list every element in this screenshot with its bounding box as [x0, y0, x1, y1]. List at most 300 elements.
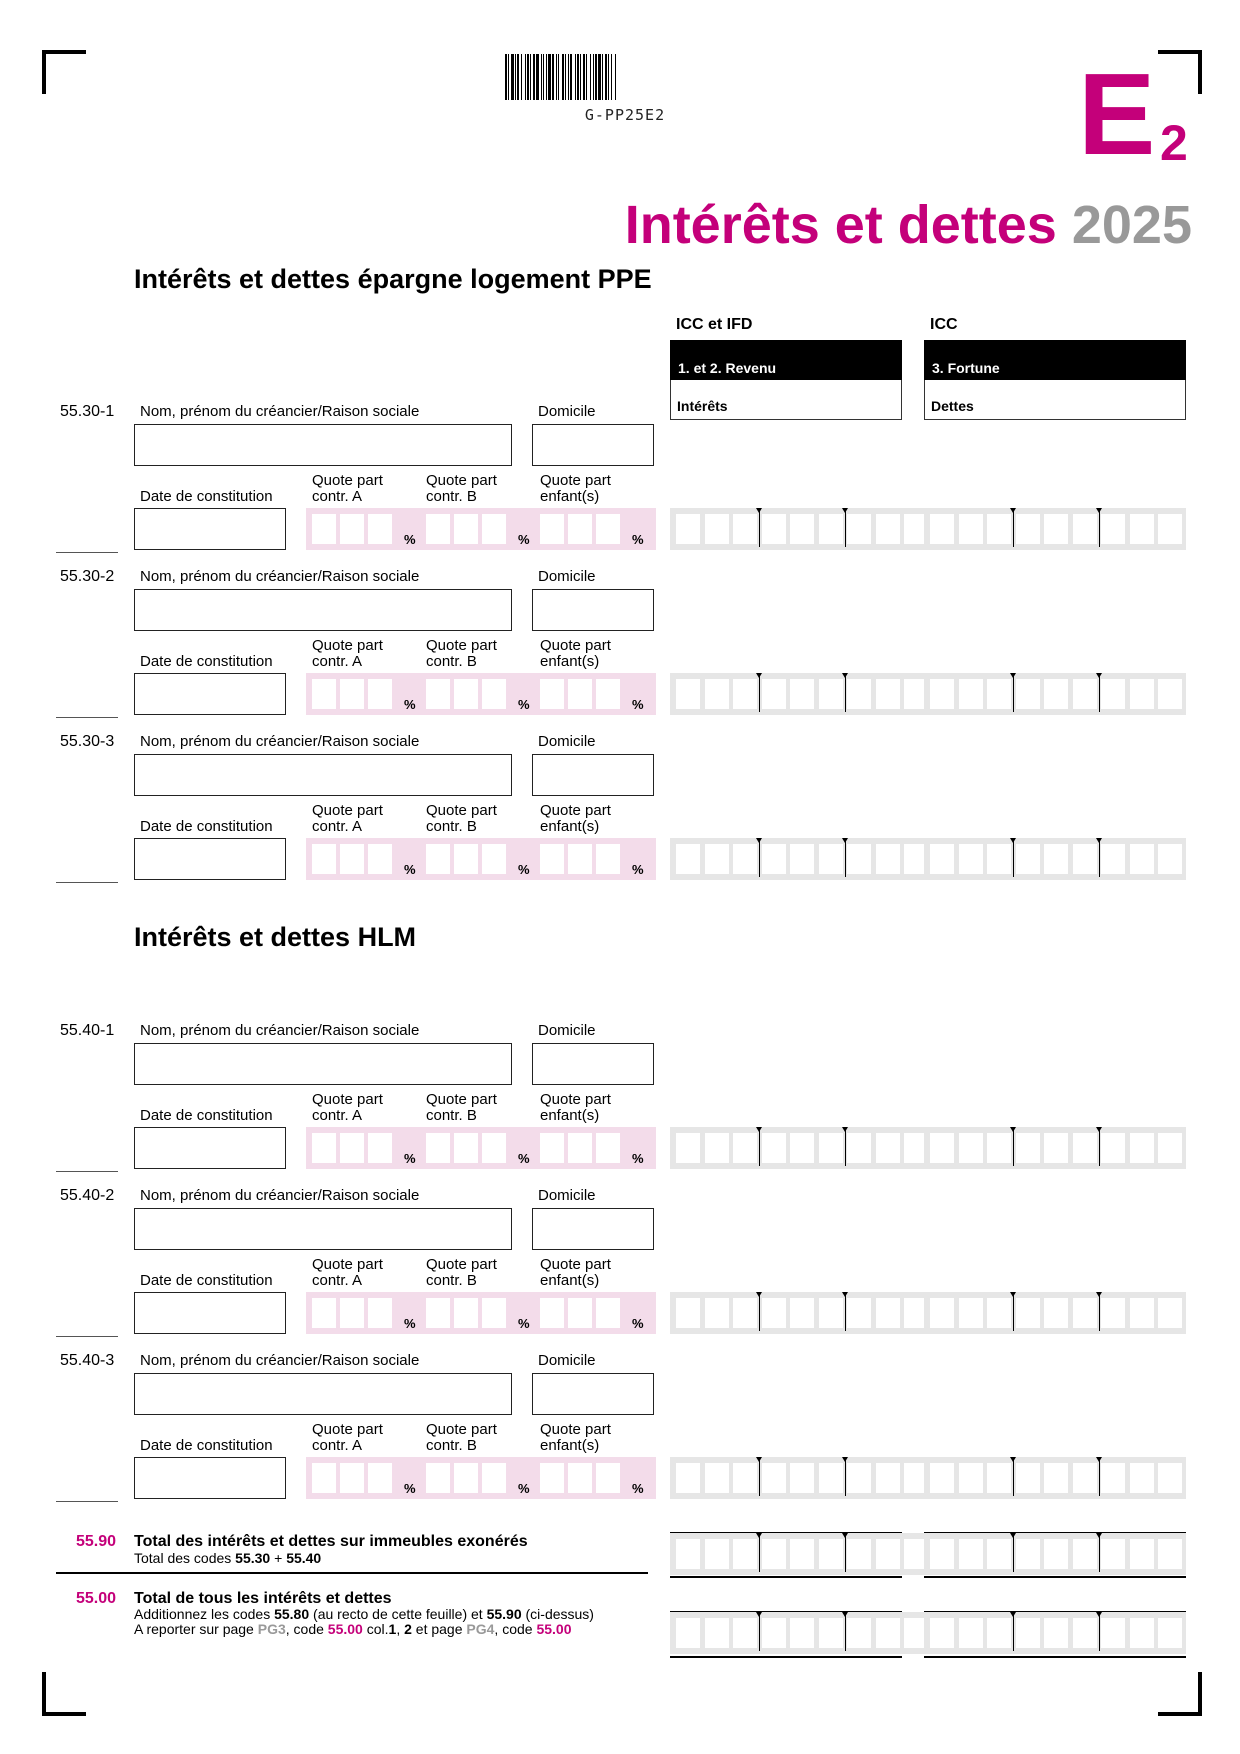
- creditor-label: Nom, prénom du créancier/Raison sociale: [140, 1187, 420, 1204]
- percent-digit-cell[interactable]: [340, 514, 364, 544]
- digit-cell[interactable]: [819, 1463, 843, 1493]
- digit-cell[interactable]: [987, 1133, 1011, 1163]
- date-input[interactable]: [134, 508, 286, 550]
- digit-cell[interactable]: [987, 514, 1011, 544]
- amount-field-dettes[interactable]: [924, 1127, 1186, 1169]
- digit-cell[interactable]: [676, 1463, 700, 1493]
- percent-digit-cell[interactable]: [368, 1298, 392, 1328]
- digit-cell[interactable]: [1158, 1133, 1182, 1163]
- digit-cell[interactable]: [733, 1133, 757, 1163]
- digit-cell[interactable]: [676, 1618, 700, 1648]
- percent-digit-cell[interactable]: [482, 514, 506, 544]
- digit-cell[interactable]: [676, 514, 700, 544]
- digit-cell[interactable]: [1044, 1133, 1068, 1163]
- digit-cell[interactable]: [959, 844, 983, 874]
- digit-cell[interactable]: [930, 679, 954, 709]
- percent-sign: %: [404, 862, 416, 877]
- digit-cell[interactable]: [1073, 1539, 1097, 1569]
- digit-cell[interactable]: [705, 514, 729, 544]
- creditor-input[interactable]: [134, 754, 512, 796]
- creditor-label: Nom, prénom du créancier/Raison sociale: [140, 1022, 420, 1039]
- total-amount-5590-dettes[interactable]: [924, 1533, 1186, 1575]
- total-line1-5500: [134, 1607, 594, 1622]
- percent-sign: %: [632, 862, 644, 877]
- digit-cell[interactable]: [790, 1133, 814, 1163]
- digit-cell[interactable]: [987, 1539, 1011, 1569]
- digit-cell[interactable]: [1130, 844, 1154, 874]
- amount-field-interets[interactable]: [670, 673, 932, 715]
- percent-digit-cell[interactable]: [312, 1298, 336, 1328]
- digit-cell[interactable]: [1044, 1298, 1068, 1328]
- digit-cell[interactable]: [819, 1133, 843, 1163]
- digit-cell[interactable]: [1101, 1298, 1125, 1328]
- digit-cell[interactable]: [1130, 1298, 1154, 1328]
- digit-cell[interactable]: [930, 1298, 954, 1328]
- quote-part-label: Quote part: [426, 802, 497, 819]
- digit-cell[interactable]: [1016, 1298, 1040, 1328]
- amount-field-interets[interactable]: [670, 838, 932, 880]
- digit-cell[interactable]: [705, 679, 729, 709]
- digit-cell[interactable]: [819, 514, 843, 544]
- percent-digit-cell[interactable]: [454, 679, 478, 709]
- digit-cell[interactable]: [876, 844, 900, 874]
- creditor-input[interactable]: [134, 1373, 512, 1415]
- digit-cell[interactable]: [930, 1539, 954, 1569]
- total-amount-5500-dettes[interactable]: [924, 1612, 1186, 1654]
- digit-cell[interactable]: [762, 1539, 786, 1569]
- digit-cell[interactable]: [819, 679, 843, 709]
- thousands-separator: [845, 1615, 846, 1651]
- total-code-5500: 55.00: [76, 1590, 117, 1607]
- percent-sign: %: [632, 1481, 644, 1496]
- percent-digit-cell[interactable]: [340, 679, 364, 709]
- digit-cell[interactable]: [1016, 1463, 1040, 1493]
- digit-cell[interactable]: [790, 514, 814, 544]
- digit-cell[interactable]: [762, 1298, 786, 1328]
- percent-digit-cell[interactable]: [340, 1133, 364, 1163]
- digit-cell[interactable]: [819, 1618, 843, 1648]
- digit-cell[interactable]: [790, 844, 814, 874]
- digit-cell[interactable]: [705, 1298, 729, 1328]
- digit-cell[interactable]: [959, 679, 983, 709]
- percent-digit-cell[interactable]: [312, 514, 336, 544]
- date-input[interactable]: [134, 1127, 286, 1169]
- percent-digit-cell[interactable]: [340, 844, 364, 874]
- digit-cell[interactable]: [1158, 844, 1182, 874]
- date-input[interactable]: [134, 1292, 286, 1334]
- total-amount-5590-interets[interactable]: [670, 1533, 932, 1575]
- percent-digit-cell[interactable]: [540, 1133, 564, 1163]
- quote-part-label: contr. B: [426, 653, 477, 670]
- digit-cell[interactable]: [959, 1298, 983, 1328]
- thousands-separator: [759, 1615, 760, 1651]
- amount-field-dettes[interactable]: [924, 838, 1186, 880]
- thousands-separator: [759, 1460, 760, 1496]
- digit-cell[interactable]: [790, 1463, 814, 1493]
- domicile-input[interactable]: [532, 1208, 654, 1250]
- digit-cell[interactable]: [876, 679, 900, 709]
- percent-digit-cell[interactable]: [340, 1298, 364, 1328]
- digit-cell[interactable]: [1016, 679, 1040, 709]
- digit-cell[interactable]: [1044, 1618, 1068, 1648]
- digit-cell[interactable]: [762, 1463, 786, 1493]
- digit-cell[interactable]: [930, 1133, 954, 1163]
- digit-cell[interactable]: [987, 844, 1011, 874]
- percent-digit-cell[interactable]: [540, 514, 564, 544]
- digit-cell[interactable]: [1158, 514, 1182, 544]
- date-input[interactable]: [134, 1457, 286, 1499]
- domicile-input[interactable]: [532, 589, 654, 631]
- entry-code: 55.40-1: [60, 1022, 115, 1039]
- percent-digit-cell[interactable]: [568, 1298, 592, 1328]
- digit-cell[interactable]: [930, 1463, 954, 1493]
- digit-cell[interactable]: [1101, 1463, 1125, 1493]
- amount-field-interets[interactable]: [670, 508, 932, 550]
- digit-cell[interactable]: [959, 514, 983, 544]
- digit-cell[interactable]: [762, 844, 786, 874]
- digit-cell[interactable]: [1044, 844, 1068, 874]
- digit-cell[interactable]: [705, 844, 729, 874]
- percent-sign: %: [518, 697, 530, 712]
- creditor-label: Nom, prénom du créancier/Raison sociale: [140, 568, 420, 585]
- digit-cell[interactable]: [847, 1463, 871, 1493]
- digit-cell[interactable]: [1073, 1133, 1097, 1163]
- digit-cell[interactable]: [762, 679, 786, 709]
- digit-cell[interactable]: [1101, 1618, 1125, 1648]
- domicile-label: Domicile: [538, 733, 596, 750]
- percent-digit-cell[interactable]: [368, 844, 392, 874]
- form-number: 2: [1160, 115, 1188, 171]
- percent-digit-cell[interactable]: [368, 1133, 392, 1163]
- form-entry: [0, 1187, 1240, 1337]
- page-ref: PG4: [466, 1621, 495, 1637]
- digit-cell[interactable]: [959, 1463, 983, 1493]
- percent-digit-cell[interactable]: [568, 1463, 592, 1493]
- percent-digit-cell[interactable]: [368, 514, 392, 544]
- percent-digit-cell[interactable]: [540, 844, 564, 874]
- percent-digit-cell[interactable]: [596, 844, 620, 874]
- digit-cell[interactable]: [1158, 1463, 1182, 1493]
- thousands-separator: [845, 511, 846, 547]
- quote-part-label: contr. B: [426, 488, 477, 505]
- percent-digit-cell[interactable]: [454, 844, 478, 874]
- percent-digit-cell[interactable]: [340, 1463, 364, 1493]
- digit-cell[interactable]: [876, 1133, 900, 1163]
- thousands-separator: [845, 841, 846, 877]
- digit-cell[interactable]: [790, 1618, 814, 1648]
- percent-digit-cell[interactable]: [454, 1298, 478, 1328]
- digit-cell[interactable]: [959, 1539, 983, 1569]
- percent-digit-cell[interactable]: [540, 1298, 564, 1328]
- digit-cell[interactable]: [1158, 1298, 1182, 1328]
- digit-cell[interactable]: [1073, 844, 1097, 874]
- digit-cell[interactable]: [1073, 1463, 1097, 1493]
- domicile-label: Domicile: [538, 1187, 596, 1204]
- percent-digit-cell[interactable]: [596, 679, 620, 709]
- barcode: [505, 54, 745, 100]
- quote-part-label: Quote part: [540, 1421, 611, 1438]
- amount-field-interets[interactable]: [670, 1292, 932, 1334]
- digit-cell[interactable]: [987, 679, 1011, 709]
- percent-digit-cell[interactable]: [312, 1463, 336, 1493]
- column-bar-revenu: 1. et 2. Revenu: [670, 340, 902, 380]
- quote-part-label: Quote part: [312, 1091, 383, 1108]
- amount-field-interets[interactable]: [670, 1127, 932, 1169]
- thousands-separator: [1099, 1536, 1100, 1572]
- percent-digit-cell[interactable]: [596, 1463, 620, 1493]
- digit-cell[interactable]: [1073, 1618, 1097, 1648]
- digit-cell[interactable]: [676, 844, 700, 874]
- digit-cell[interactable]: [876, 1539, 900, 1569]
- digit-cell[interactable]: [705, 1618, 729, 1648]
- digit-cell[interactable]: [1101, 1539, 1125, 1569]
- digit-cell[interactable]: [1016, 1133, 1040, 1163]
- thousands-separator: [1013, 1615, 1014, 1651]
- thousands-separator: [1099, 1130, 1100, 1166]
- digit-cell[interactable]: [1044, 514, 1068, 544]
- digit-cell[interactable]: [705, 1133, 729, 1163]
- percent-digit-cell[interactable]: [540, 1463, 564, 1493]
- percent-digit-cell[interactable]: [426, 514, 450, 544]
- amount-field-interets[interactable]: [670, 1457, 932, 1499]
- percent-digit-cell[interactable]: [568, 1133, 592, 1163]
- thousands-separator: [1013, 1460, 1014, 1496]
- digit-cell[interactable]: [847, 514, 871, 544]
- digit-cell[interactable]: [1044, 1463, 1068, 1493]
- digit-cell[interactable]: [876, 1298, 900, 1328]
- digit-cell[interactable]: [1016, 514, 1040, 544]
- digit-cell[interactable]: [762, 1618, 786, 1648]
- digit-cell[interactable]: [1016, 844, 1040, 874]
- digit-cell[interactable]: [1016, 1618, 1040, 1648]
- corner-mark-bottom-left: [42, 1672, 86, 1716]
- amount-field-dettes[interactable]: [924, 1292, 1186, 1334]
- quote-part-label: enfant(s): [540, 818, 600, 835]
- creditor-input[interactable]: [134, 1043, 512, 1085]
- date-label: Date de constitution: [140, 653, 273, 670]
- digit-cell[interactable]: [847, 844, 871, 874]
- digit-cell[interactable]: [1016, 1539, 1040, 1569]
- digit-cell[interactable]: [930, 514, 954, 544]
- percent-sign: %: [404, 1151, 416, 1166]
- digit-cell[interactable]: [876, 1618, 900, 1648]
- digit-cell[interactable]: [819, 844, 843, 874]
- percent-digit-cell[interactable]: [568, 679, 592, 709]
- digit-cell[interactable]: [819, 1539, 843, 1569]
- percent-digit-cell[interactable]: [596, 1133, 620, 1163]
- percent-digit-cell[interactable]: [312, 679, 336, 709]
- digit-cell[interactable]: [959, 1618, 983, 1648]
- quote-part-label: Quote part: [312, 1421, 383, 1438]
- digit-cell[interactable]: [1101, 844, 1125, 874]
- thousands-separator: [1099, 1615, 1100, 1651]
- percent-digit-cell[interactable]: [482, 1463, 506, 1493]
- percent-digit-cell[interactable]: [540, 679, 564, 709]
- percent-digit-cell[interactable]: [482, 1133, 506, 1163]
- creditor-input[interactable]: [134, 1208, 512, 1250]
- digit-cell[interactable]: [1130, 679, 1154, 709]
- digit-cell[interactable]: [790, 1298, 814, 1328]
- digit-cell[interactable]: [987, 1618, 1011, 1648]
- total-underline: [924, 1576, 1186, 1578]
- percent-digit-cell[interactable]: [312, 1133, 336, 1163]
- thousands-separator: [845, 1130, 846, 1166]
- digit-cell[interactable]: [676, 1539, 700, 1569]
- form-entry: [0, 1022, 1240, 1172]
- quote-part-label: enfant(s): [540, 653, 600, 670]
- column-header-icc-ifd: ICC et IFD: [676, 316, 753, 333]
- digit-cell[interactable]: [876, 514, 900, 544]
- percent-digit-cell[interactable]: [368, 1463, 392, 1493]
- digit-cell[interactable]: [847, 1539, 871, 1569]
- digit-cell[interactable]: [1158, 1618, 1182, 1648]
- domicile-label: Domicile: [538, 1022, 596, 1039]
- entry-code: 55.30-1: [60, 403, 115, 420]
- total-topline: [670, 1611, 902, 1612]
- digit-cell[interactable]: [1158, 679, 1182, 709]
- percent-digit-cell[interactable]: [596, 1298, 620, 1328]
- digit-cell[interactable]: [676, 1133, 700, 1163]
- digit-cell[interactable]: [790, 679, 814, 709]
- thousands-separator: [759, 841, 760, 877]
- digit-cell[interactable]: [1130, 1463, 1154, 1493]
- domicile-input[interactable]: [532, 754, 654, 796]
- thousands-separator: [1013, 1536, 1014, 1572]
- digit-cell[interactable]: [1130, 1618, 1154, 1648]
- digit-cell[interactable]: [847, 1133, 871, 1163]
- date-input[interactable]: [134, 673, 286, 715]
- text: +: [270, 1550, 287, 1566]
- digit-cell[interactable]: [733, 1298, 757, 1328]
- digit-cell[interactable]: [959, 1133, 983, 1163]
- digit-cell[interactable]: [819, 1298, 843, 1328]
- domicile-input[interactable]: [532, 424, 654, 466]
- amount-field-dettes[interactable]: [924, 508, 1186, 550]
- digit-cell[interactable]: [876, 1463, 900, 1493]
- date-label: Date de constitution: [140, 488, 273, 505]
- quote-part-label: contr. A: [312, 1437, 363, 1454]
- percent-digit-cell[interactable]: [426, 1298, 450, 1328]
- digit-cell[interactable]: [762, 514, 786, 544]
- percent-sign: %: [632, 1151, 644, 1166]
- digit-cell[interactable]: [1130, 514, 1154, 544]
- digit-cell[interactable]: [1101, 514, 1125, 544]
- digit-cell[interactable]: [1101, 1133, 1125, 1163]
- total-sub-5590: [134, 1551, 321, 1566]
- percent-sign: %: [404, 697, 416, 712]
- percent-digit-cell[interactable]: [454, 1133, 478, 1163]
- form-entry: [0, 568, 1240, 718]
- digit-cell[interactable]: [733, 514, 757, 544]
- quote-part-label: Quote part: [540, 472, 611, 489]
- digit-cell[interactable]: [1130, 1539, 1154, 1569]
- digit-cell[interactable]: [1130, 1133, 1154, 1163]
- creditor-input[interactable]: [134, 589, 512, 631]
- thousands-separator: [759, 1295, 760, 1331]
- digit-cell[interactable]: [1158, 1539, 1182, 1569]
- digit-cell[interactable]: [1044, 679, 1068, 709]
- digit-cell[interactable]: [930, 844, 954, 874]
- digit-cell[interactable]: [987, 1298, 1011, 1328]
- percent-sign: %: [518, 1316, 530, 1331]
- domicile-input[interactable]: [532, 1373, 654, 1415]
- digit-cell[interactable]: [733, 844, 757, 874]
- creditor-input[interactable]: [134, 424, 512, 466]
- digit-cell[interactable]: [733, 1618, 757, 1648]
- digit-cell[interactable]: [762, 1133, 786, 1163]
- quote-part-label: contr. B: [426, 1437, 477, 1454]
- digit-cell[interactable]: [705, 1539, 729, 1569]
- digit-cell[interactable]: [847, 1298, 871, 1328]
- digit-cell[interactable]: [847, 679, 871, 709]
- quote-part-group: [306, 838, 656, 880]
- date-input[interactable]: [134, 838, 286, 880]
- amount-field-dettes[interactable]: [924, 673, 1186, 715]
- percent-digit-cell[interactable]: [426, 1133, 450, 1163]
- digit-cell[interactable]: [676, 1298, 700, 1328]
- percent-digit-cell[interactable]: [426, 1463, 450, 1493]
- digit-cell[interactable]: [1073, 514, 1097, 544]
- digit-cell[interactable]: [847, 1618, 871, 1648]
- percent-digit-cell[interactable]: [454, 514, 478, 544]
- digit-cell[interactable]: [1044, 1539, 1068, 1569]
- digit-cell[interactable]: [987, 1463, 1011, 1493]
- quote-part-group: [306, 673, 656, 715]
- digit-cell[interactable]: [733, 1539, 757, 1569]
- digit-cell[interactable]: [790, 1539, 814, 1569]
- digit-cell[interactable]: [930, 1618, 954, 1648]
- percent-digit-cell[interactable]: [482, 844, 506, 874]
- corner-mark-top-left: [42, 50, 86, 94]
- digit-cell[interactable]: [705, 1463, 729, 1493]
- percent-digit-cell[interactable]: [482, 679, 506, 709]
- text: col.: [362, 1621, 389, 1637]
- thousands-separator: [1013, 1295, 1014, 1331]
- percent-digit-cell[interactable]: [568, 844, 592, 874]
- digit-cell[interactable]: [676, 679, 700, 709]
- percent-digit-cell[interactable]: [426, 844, 450, 874]
- digit-cell[interactable]: [1101, 679, 1125, 709]
- percent-digit-cell[interactable]: [482, 1298, 506, 1328]
- section-title-ppe: Intérêts et dettes épargne logement PPE: [134, 264, 652, 294]
- quote-part-label: Quote part: [426, 1256, 497, 1273]
- domicile-input[interactable]: [532, 1043, 654, 1085]
- creditor-label: Nom, prénom du créancier/Raison sociale: [140, 403, 420, 420]
- total-topline: [924, 1611, 1186, 1612]
- form-letter: E: [1078, 49, 1156, 179]
- digit-cell[interactable]: [1073, 679, 1097, 709]
- total-amount-5500-interets[interactable]: [670, 1612, 932, 1654]
- divider: [56, 1572, 648, 1574]
- quote-part-label: Quote part: [426, 472, 497, 489]
- quote-part-group: [306, 508, 656, 550]
- amount-field-dettes[interactable]: [924, 1457, 1186, 1499]
- digit-cell[interactable]: [733, 1463, 757, 1493]
- entry-code: 55.30-2: [60, 568, 115, 585]
- percent-sign: %: [518, 1481, 530, 1496]
- percent-digit-cell[interactable]: [596, 514, 620, 544]
- digit-cell[interactable]: [1073, 1298, 1097, 1328]
- percent-sign: %: [632, 697, 644, 712]
- percent-digit-cell[interactable]: [426, 679, 450, 709]
- percent-digit-cell[interactable]: [454, 1463, 478, 1493]
- digit-cell[interactable]: [733, 679, 757, 709]
- entry-underline: [56, 1501, 118, 1502]
- percent-digit-cell[interactable]: [568, 514, 592, 544]
- percent-sign: %: [518, 532, 530, 547]
- percent-digit-cell[interactable]: [368, 679, 392, 709]
- percent-digit-cell[interactable]: [312, 844, 336, 874]
